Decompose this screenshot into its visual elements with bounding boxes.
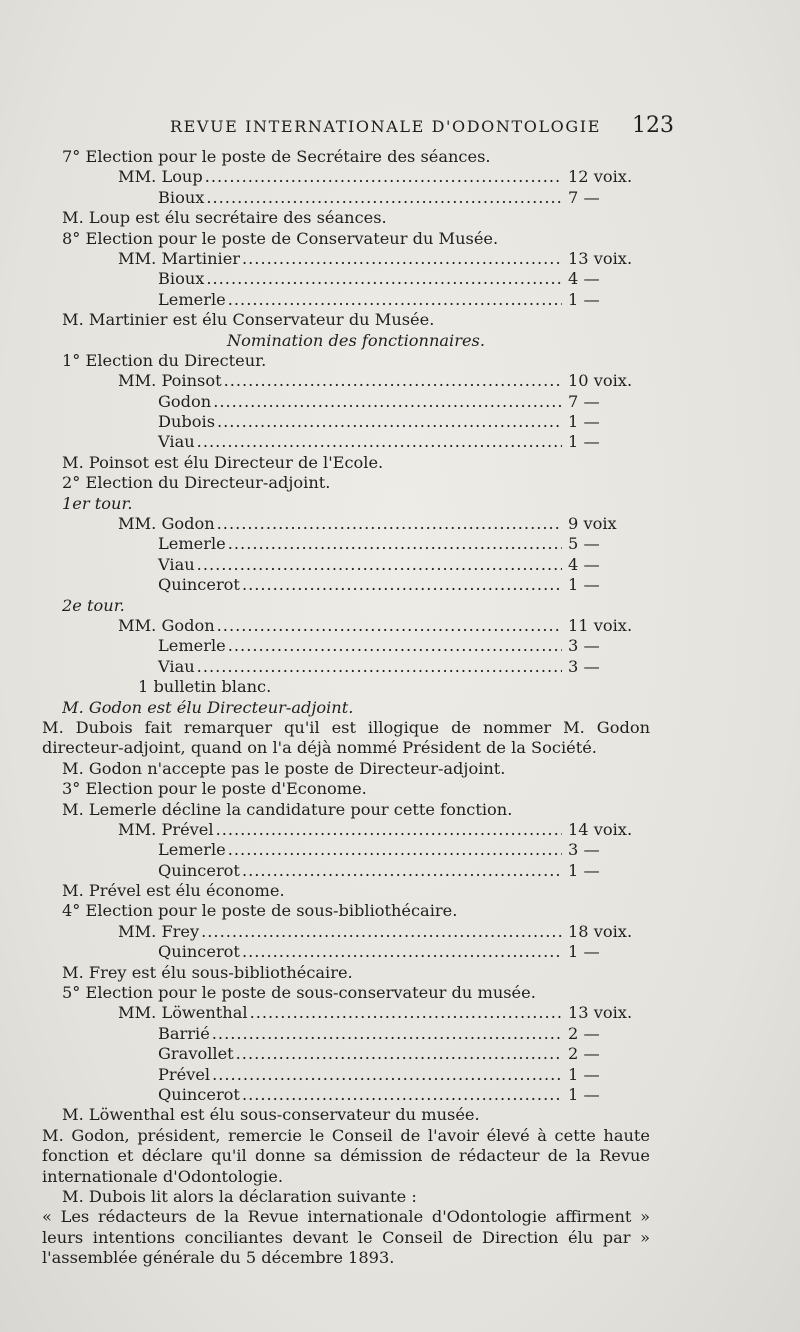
- vote-row: Lemerle ..... 3 —: [62, 636, 650, 656]
- running-head: REVUE INTERNATIONALE D'ODONTOLOGIE: [170, 117, 601, 136]
- text-line: M. Lemerle décline la candidature pour cette fonction.: [62, 799, 513, 819]
- page-number: 123: [632, 113, 674, 138]
- election-heading: 7° Election pour le poste de Secrétaire des séances.: [62, 147, 491, 166]
- vote-row: MM. Godon ..... 9 voix: [62, 514, 650, 534]
- result-line: M. Prével est élu économe.: [62, 881, 285, 901]
- vote-row: Quincerot ..... 1 —: [62, 942, 650, 962]
- vote-row: Bioux ..... 7 —: [62, 188, 650, 208]
- vote-row: Lemerle ..... 5 —: [62, 534, 650, 554]
- election-heading: 1° Election du Directeur.: [62, 350, 267, 370]
- vote-row: Barrié ..... 2 —: [62, 1024, 650, 1044]
- vote-row: Quincerot ..... 1 —: [62, 575, 650, 595]
- round-label: 1er tour.: [62, 493, 133, 513]
- vote-row: MM. Poinsot ..... 10 voix.: [62, 371, 650, 391]
- vote-row: MM. Godon ..... 11 voix.: [62, 616, 650, 636]
- election-heading: 4° Election pour le poste de sous-bibliothécaire.: [62, 901, 458, 921]
- result-line: M. Loup est élu secrétaire des séances.: [62, 208, 387, 228]
- paragraph: M. Godon, président, remercie le Conseil de l'avoir élevé à cette haute fonction et déclare qu'il donne sa démission de rédacteur de la Revue internationale d'Odontologie.: [42, 1125, 650, 1186]
- paragraph: M. Dubois fait remarquer qu'il est illogique de nommer M. Godon directeur-adjoint, quand on l'a déjà nommé Président de la Société.: [42, 717, 650, 758]
- section-subtitle: Nomination des fonctionnaires.: [226, 330, 485, 350]
- vote-row: MM. Löwenthal ..... 13 voix.: [62, 1003, 650, 1023]
- round-label: 2e tour.: [62, 595, 125, 615]
- vote-row: MM. Loup ..... 12 voix.: [62, 167, 650, 187]
- vote-row: Prével ..... 1 —: [62, 1065, 650, 1085]
- vote-row: Godon ..... 7 —: [62, 392, 650, 412]
- result-line: M. Godon est élu Directeur-adjoint.: [62, 697, 354, 717]
- election-heading: 5° Election pour le poste de sous-conservateur du musée.: [62, 983, 536, 1003]
- vote-row: Lemerle ..... 3 —: [62, 840, 650, 860]
- vote-row: Bioux ..... 4 —: [62, 269, 650, 289]
- blank-ballot-note: 1 bulletin blanc.: [138, 677, 272, 697]
- result-line: M. Löwenthal est élu sous-conservateur du musée.: [62, 1105, 480, 1125]
- vote-row: Dubois ..... 1 —: [62, 412, 650, 432]
- vote-row: Quincerot ..... 1 —: [62, 1085, 650, 1105]
- vote-row: Gravollet ..... 2 —: [62, 1044, 650, 1064]
- vote-row: Lemerle ..... 1 —: [62, 290, 650, 310]
- vote-row: MM. Prével ..... 14 voix.: [62, 820, 650, 840]
- election-heading: 8° Election pour le poste de Conservateur du Musée.: [62, 228, 499, 248]
- declaration-paragraph: « Les rédacteurs de la Revue internationale d'Odontologie affirment » leurs intentions conciliantes devant le Conseil de Direction élu par » l'assemblée générale du 5 décembre 1893.: [42, 1207, 650, 1268]
- election-heading: 2° Election du Directeur-adjoint.: [62, 473, 331, 493]
- result-line: M. Poinsot est élu Directeur de l'Ecole.: [62, 452, 384, 472]
- vote-row: Viau ..... 4 —: [62, 555, 650, 575]
- page-body: [42, 147, 650, 1269]
- vote-row: Quincerot ..... 1 —: [62, 861, 650, 881]
- vote-row: Viau ..... 3 —: [62, 657, 650, 677]
- election-heading: 3° Election pour le poste d'Econome.: [62, 779, 367, 799]
- vote-row: MM. Martinier ..... 13 voix.: [62, 249, 650, 269]
- vote-row: MM. Frey ..... 18 voix.: [62, 922, 650, 942]
- result-line: M. Martinier est élu Conservateur du Musée.: [62, 310, 435, 330]
- vote-row: Viau ..... 1 —: [62, 432, 650, 452]
- text-line: M. Dubois lit alors la déclaration suivante :: [62, 1187, 417, 1206]
- text-line: M. Godon n'accepte pas le poste de Directeur-adjoint.: [62, 758, 506, 778]
- page-header: [0, 113, 800, 143]
- result-line: M. Frey est élu sous-bibliothécaire.: [62, 962, 353, 982]
